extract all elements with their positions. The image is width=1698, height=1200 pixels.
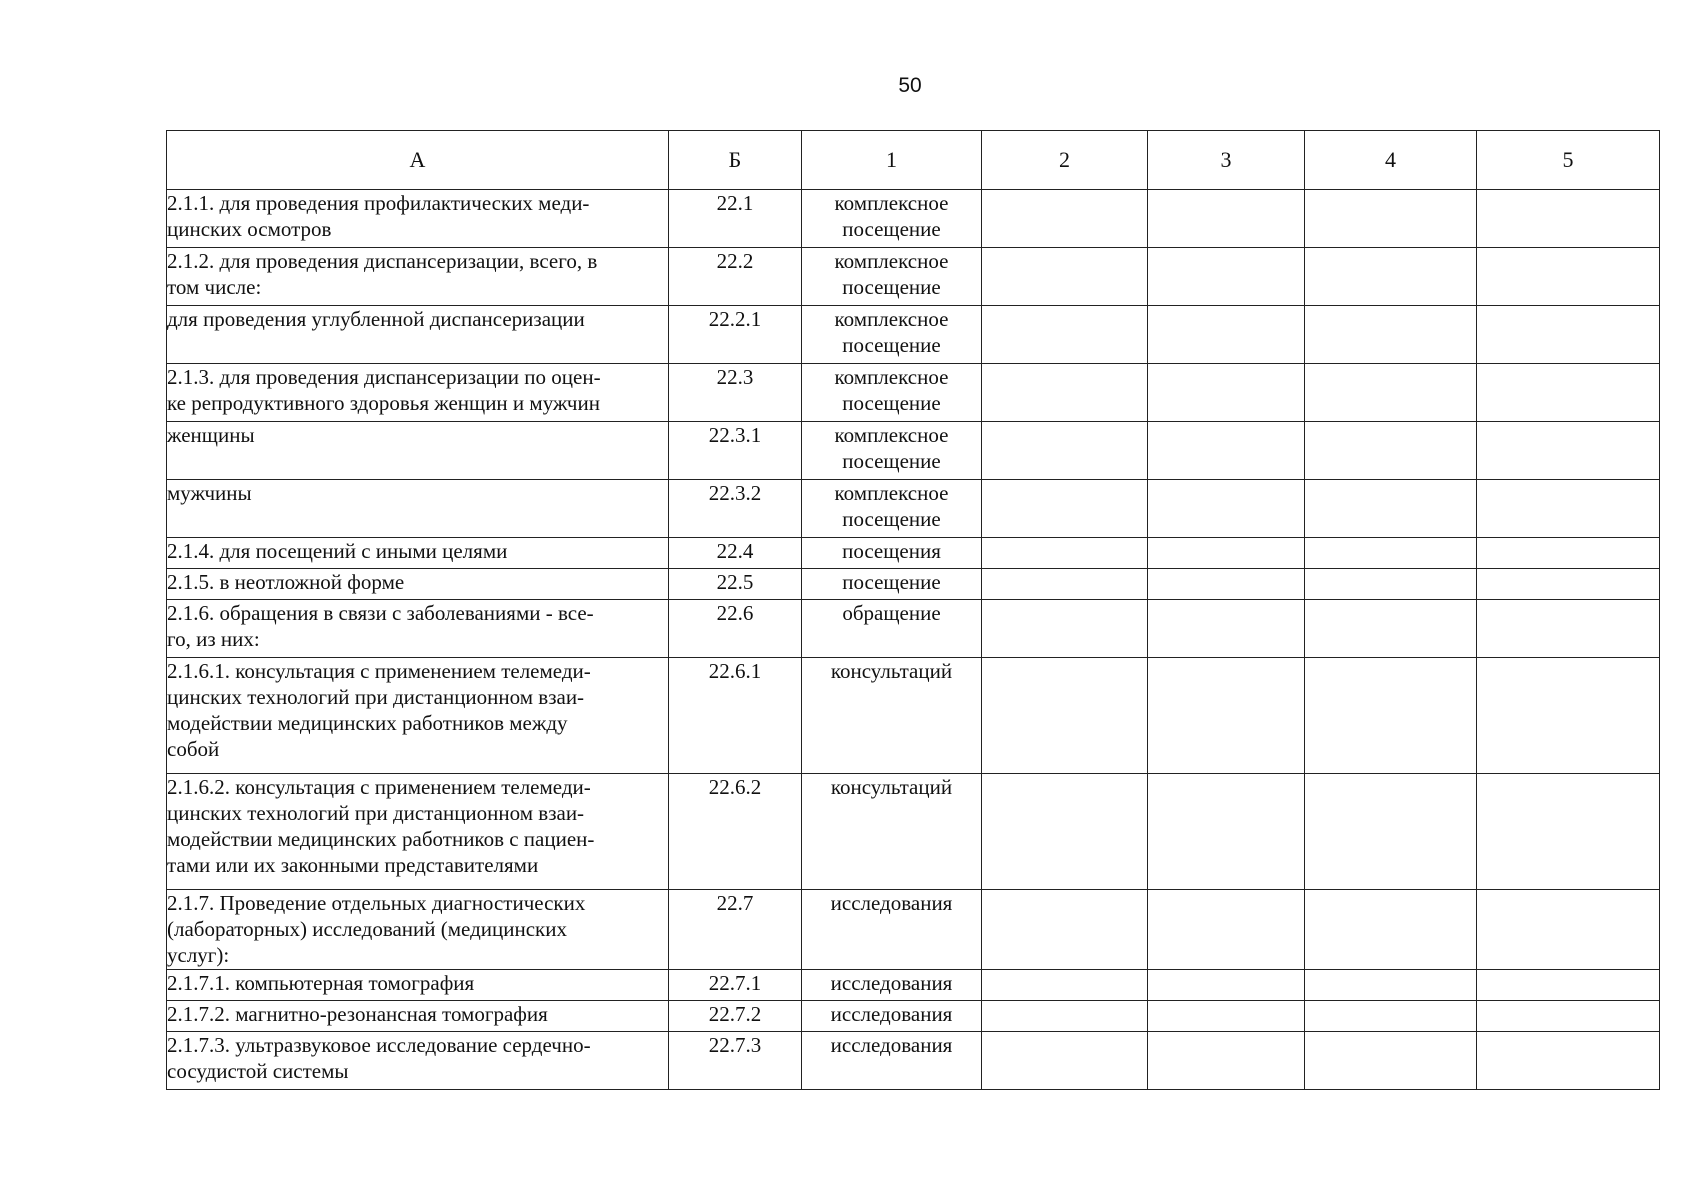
empty-cell-col-5 [1477,306,1660,364]
row-code: 22.2.1 [669,306,802,364]
empty-cell-col-5 [1477,569,1660,600]
empty-cell-col-2 [982,248,1148,306]
empty-cell-col-4 [1305,1001,1477,1032]
empty-cell-col-3 [1148,248,1305,306]
table-body [167,190,1660,1090]
empty-cell-col-2 [982,774,1148,890]
row-code: 22.5 [669,569,802,600]
empty-cell-col-5 [1477,1001,1660,1032]
header-cell-a: А [167,131,669,190]
row-unit: комплексное посещение [802,248,982,306]
empty-cell-col-5 [1477,600,1660,658]
empty-cell-col-5 [1477,890,1660,970]
empty-cell-col-2 [982,890,1148,970]
header-cell-b: Б [669,131,802,190]
empty-cell-col-3 [1148,190,1305,248]
table-row [167,1001,1660,1032]
row-label: 2.1.1. для проведения профилактических меди- цинских осмотров [167,190,669,248]
empty-cell-col-3 [1148,658,1305,774]
table-row [167,658,1660,774]
row-unit: комплексное посещение [802,306,982,364]
header-cell-2: 2 [982,131,1148,190]
row-code: 22.1 [669,190,802,248]
empty-cell-col-2 [982,970,1148,1001]
empty-cell-col-2 [982,1032,1148,1090]
empty-cell-col-4 [1305,248,1477,306]
row-label: 2.1.5. в неотложной форме [167,569,669,600]
table-row [167,774,1660,890]
empty-cell-col-3 [1148,538,1305,569]
empty-cell-col-2 [982,422,1148,480]
empty-cell-col-5 [1477,364,1660,422]
row-unit: комплексное посещение [802,480,982,538]
table-row [167,1032,1660,1090]
empty-cell-col-4 [1305,970,1477,1001]
empty-cell-col-4 [1305,890,1477,970]
row-label: 2.1.2. для проведения диспансеризации, всего, в том числе: [167,248,669,306]
header-cell-4: 4 [1305,131,1477,190]
row-code: 22.3.2 [669,480,802,538]
row-code: 22.7.2 [669,1001,802,1032]
empty-cell-col-4 [1305,306,1477,364]
row-code: 22.6.1 [669,658,802,774]
empty-cell-col-2 [982,600,1148,658]
row-unit: исследования [802,890,982,970]
table-header-row [167,131,1660,190]
table-row [167,190,1660,248]
row-unit: исследования [802,1001,982,1032]
table-row [167,538,1660,569]
empty-cell-col-3 [1148,569,1305,600]
empty-cell-col-2 [982,658,1148,774]
empty-cell-col-2 [982,569,1148,600]
empty-cell-col-3 [1148,480,1305,538]
empty-cell-col-2 [982,480,1148,538]
empty-cell-col-2 [982,190,1148,248]
row-code: 22.4 [669,538,802,569]
row-code: 22.7 [669,890,802,970]
row-label: 2.1.4. для посещений с иными целями [167,538,669,569]
row-label: женщины [167,422,669,480]
row-unit: посещения [802,538,982,569]
empty-cell-col-3 [1148,600,1305,658]
header-cell-1: 1 [802,131,982,190]
page-number: 50 [898,74,922,97]
row-label: 2.1.7. Проведение отдельных диагностических (лабораторных) исследований (медицинских услуг): [167,890,669,970]
empty-cell-col-4 [1305,600,1477,658]
empty-cell-col-5 [1477,970,1660,1001]
empty-cell-col-5 [1477,422,1660,480]
empty-cell-col-4 [1305,364,1477,422]
empty-cell-col-2 [982,538,1148,569]
empty-cell-col-2 [982,306,1148,364]
empty-cell-col-2 [982,1001,1148,1032]
row-unit: комплексное посещение [802,364,982,422]
row-unit: посещение [802,569,982,600]
row-code: 22.6 [669,600,802,658]
empty-cell-col-5 [1477,1032,1660,1090]
empty-cell-col-5 [1477,248,1660,306]
row-label: 2.1.7.2. магнитно-резонансная томография [167,1001,669,1032]
empty-cell-col-3 [1148,422,1305,480]
empty-cell-col-3 [1148,890,1305,970]
empty-cell-col-4 [1305,422,1477,480]
empty-cell-col-4 [1305,774,1477,890]
empty-cell-col-3 [1148,1001,1305,1032]
row-code: 22.3 [669,364,802,422]
empty-cell-col-5 [1477,480,1660,538]
row-label: 2.1.7.1. компьютерная томография [167,970,669,1001]
table-row [167,480,1660,538]
row-unit: комплексное посещение [802,422,982,480]
empty-cell-col-5 [1477,774,1660,890]
empty-cell-col-4 [1305,480,1477,538]
row-code: 22.7.3 [669,1032,802,1090]
row-code: 22.3.1 [669,422,802,480]
row-label: мужчины [167,480,669,538]
table-row [167,970,1660,1001]
table-row [167,422,1660,480]
empty-cell-col-4 [1305,569,1477,600]
row-unit: исследования [802,1032,982,1090]
empty-cell-col-4 [1305,658,1477,774]
table-row [167,248,1660,306]
row-unit: обращение [802,600,982,658]
row-label: 2.1.6. обращения в связи с заболеваниями - все- го, из них: [167,600,669,658]
empty-cell-col-5 [1477,658,1660,774]
empty-cell-col-3 [1148,774,1305,890]
table-row [167,306,1660,364]
row-label: 2.1.6.1. консультация с применением телемеди- цинских технологий при дистанционном взаи- модействии медицинских работников между собой [167,658,669,774]
empty-cell-col-3 [1148,1032,1305,1090]
row-code: 22.7.1 [669,970,802,1001]
row-code: 22.2 [669,248,802,306]
row-unit: комплексное посещение [802,190,982,248]
row-label: для проведения углубленной диспансеризации [167,306,669,364]
empty-cell-col-3 [1148,364,1305,422]
empty-cell-col-2 [982,364,1148,422]
row-label: 2.1.7.3. ультразвуковое исследование сердечно- сосудистой системы [167,1032,669,1090]
row-label: 2.1.3. для проведения диспансеризации по оцен- ке репродуктивного здоровья женщин и мужчин [167,364,669,422]
data-table [166,130,1660,1090]
table-row [167,890,1660,970]
empty-cell-col-3 [1148,970,1305,1001]
table-row [167,600,1660,658]
table-row [167,569,1660,600]
row-unit: консультаций [802,774,982,890]
empty-cell-col-4 [1305,538,1477,569]
empty-cell-col-4 [1305,190,1477,248]
header-cell-5: 5 [1477,131,1660,190]
row-unit: консультаций [802,658,982,774]
table-row [167,364,1660,422]
empty-cell-col-4 [1305,1032,1477,1090]
row-code: 22.6.2 [669,774,802,890]
empty-cell-col-5 [1477,190,1660,248]
header-cell-3: 3 [1148,131,1305,190]
row-label: 2.1.6.2. консультация с применением телемеди- цинских технологий при дистанционном взаи- модействии медицинских работников с пациен- тами или их законными представителями [167,774,669,890]
empty-cell-col-5 [1477,538,1660,569]
empty-cell-col-3 [1148,306,1305,364]
row-unit: исследования [802,970,982,1001]
